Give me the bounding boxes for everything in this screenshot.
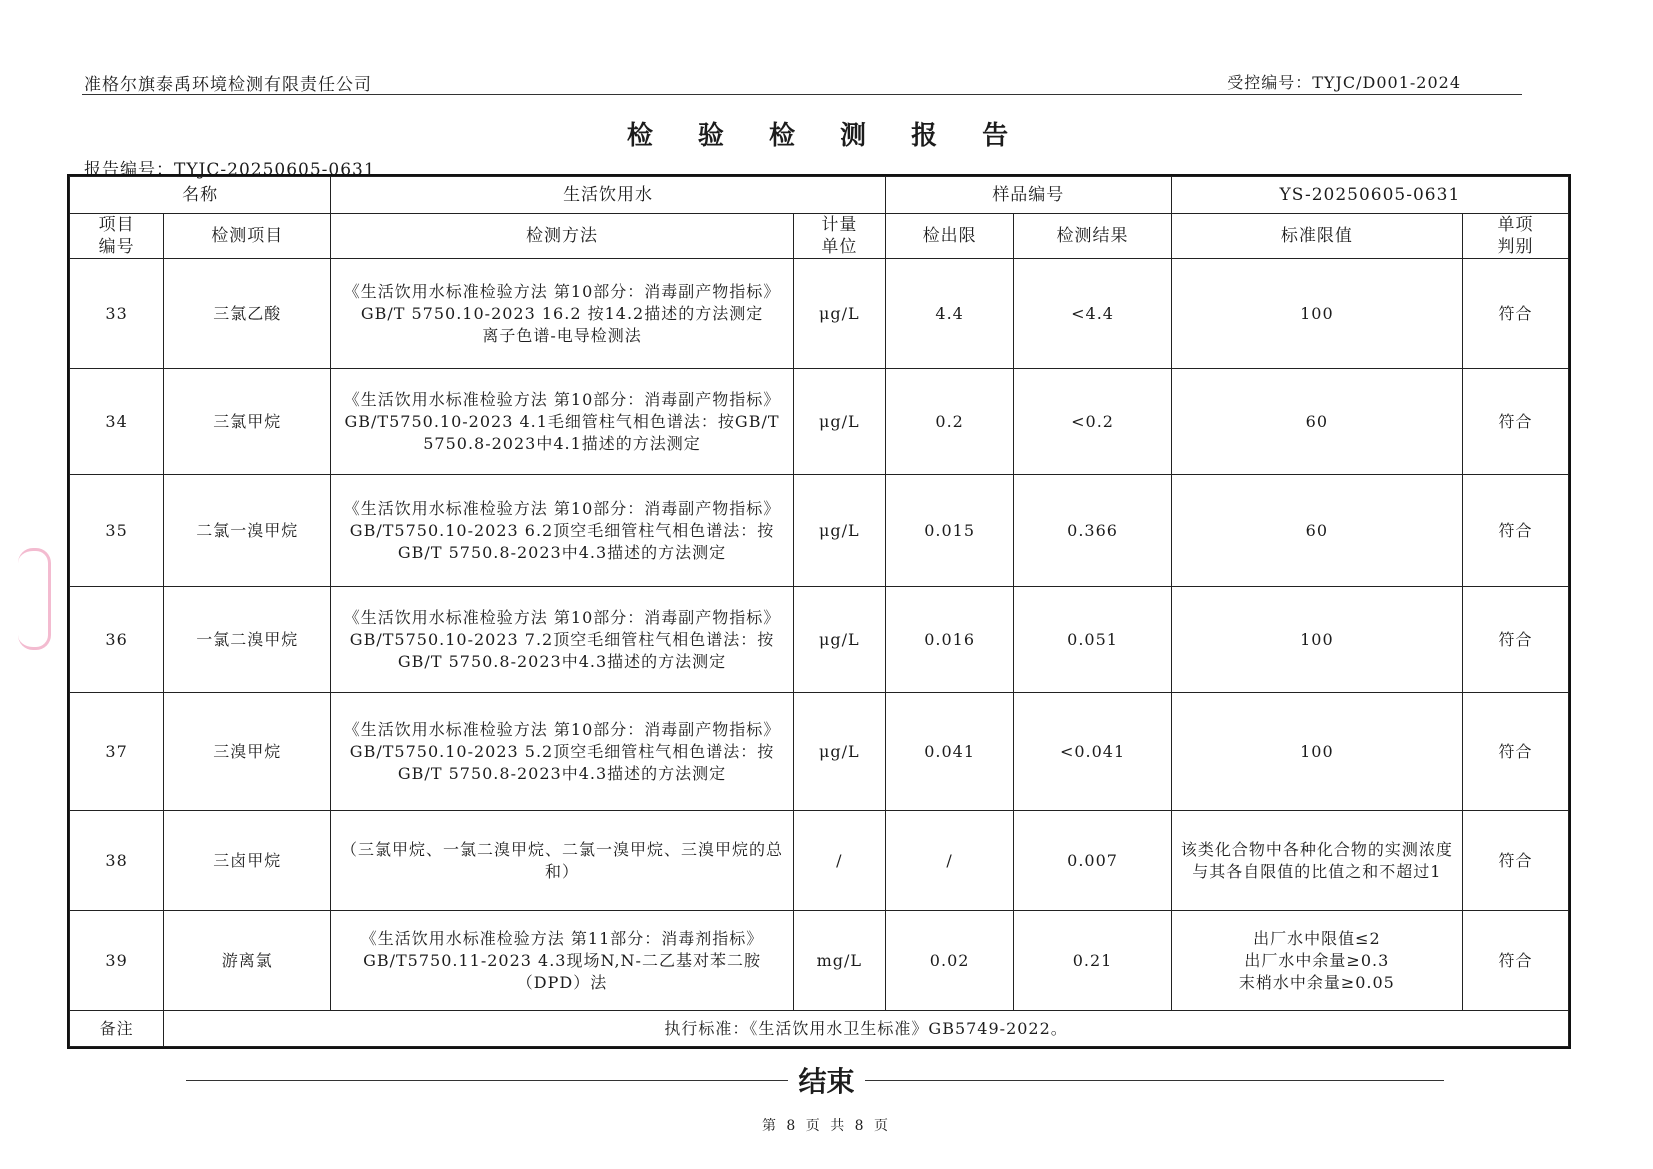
row-item: 三卤甲烷 (164, 811, 331, 911)
row-limit: 0.02 (885, 911, 1013, 1011)
report-title: 检 验 检 测 报 告 (626, 121, 1027, 151)
row-standard: 该类化合物中各种化合物的实测浓度与其各自限值的比值之和不超过1 (1171, 811, 1462, 911)
table-row (70, 693, 1569, 811)
row-result: 0.007 (1014, 811, 1171, 911)
row-result: 0.051 (1014, 587, 1171, 693)
page-number: 第 8 页 共 8 页 (761, 1118, 892, 1134)
row-method: 《生活饮用水标准检验方法 第10部分：消毒副产物指标》GB/T5750.10-2023 4.1毛细管柱气相色谱法：按GB/T 5750.8-2023中4.1描述的方法测定 (331, 369, 794, 475)
row-judge: 符合 (1462, 475, 1568, 587)
row-no: 34 (70, 369, 164, 475)
table-row (70, 587, 1569, 693)
meta-row (70, 177, 1569, 214)
row-method: 《生活饮用水标准检验方法 第10部分：消毒副产物指标》GB/T5750.10-2023 7.2顶空毛细管柱气相色谱法：按GB/T 5750.8-2023中4.3描述的方法测定 (331, 587, 794, 693)
row-method: 《生活饮用水标准检验方法 第10部分：消毒副产物指标》GB/T5750.10-2023 5.2顶空毛细管柱气相色谱法：按GB/T 5750.8-2023中4.3描述的方法测定 (331, 693, 794, 811)
row-unit: mg/L (793, 911, 885, 1011)
row-limit: 0.016 (885, 587, 1013, 693)
row-method: 《生活饮用水标准检验方法 第10部分：消毒副产物指标》GB/T5750.10-2023 6.2顶空毛细管柱气相色谱法：按GB/T 5750.8-2023中4.3描述的方法测定 (331, 475, 794, 587)
company-name: 准格尔旗泰禹环境检测有限责任公司 (84, 75, 372, 95)
row-item: 三氯甲烷 (164, 369, 331, 475)
col-item: 检测项目 (164, 214, 331, 259)
row-standard: 出厂水中限值≤2 出厂水中余量≥0.3 末梢水中余量≥0.05 (1171, 911, 1462, 1011)
sample-value: YS-20250605-0631 (1171, 177, 1568, 214)
column-header-row (70, 214, 1569, 259)
row-limit: 0.015 (885, 475, 1013, 587)
row-standard: 100 (1171, 587, 1462, 693)
row-judge: 符合 (1462, 587, 1568, 693)
end-marker (0, 1060, 1653, 1100)
row-judge: 符合 (1462, 259, 1568, 369)
row-unit: μg/L (793, 369, 885, 475)
control-number: 受控编号：TYJC/D001-2024 (1227, 73, 1461, 92)
row-standard: 100 (1171, 259, 1462, 369)
table-row (70, 811, 1569, 911)
row-no: 37 (70, 693, 164, 811)
row-standard: 100 (1171, 693, 1462, 811)
header-divider (82, 94, 1522, 95)
end-text: 结束 (788, 1065, 864, 1098)
row-no: 35 (70, 475, 164, 587)
col-judge: 单项 判别 (1462, 214, 1568, 259)
row-method: 《生活饮用水标准检验方法 第11部分：消毒剂指标》GB/T5750.11-2023 4.3现场N,N-二乙基对苯二胺（DPD）法 (331, 911, 794, 1011)
row-result: <4.4 (1014, 259, 1171, 369)
col-result: 检测结果 (1014, 214, 1171, 259)
row-item: 三氯乙酸 (164, 259, 331, 369)
table-row (70, 259, 1569, 369)
row-judge: 符合 (1462, 811, 1568, 911)
row-limit: 0.2 (885, 369, 1013, 475)
row-judge: 符合 (1462, 369, 1568, 475)
col-item-no: 项目 编号 (70, 214, 164, 259)
name-label: 名称 (70, 177, 331, 214)
row-result: <0.041 (1014, 693, 1171, 811)
table-row (70, 911, 1569, 1011)
results-table (69, 176, 1569, 1047)
row-item: 二氯一溴甲烷 (164, 475, 331, 587)
remark-label: 备注 (70, 1011, 164, 1047)
remark-row (70, 1011, 1569, 1047)
col-method: 检测方法 (331, 214, 794, 259)
row-no: 39 (70, 911, 164, 1011)
row-no: 33 (70, 259, 164, 369)
row-unit: μg/L (793, 259, 885, 369)
row-unit: μg/L (793, 693, 885, 811)
row-method: （三氯甲烷、一氯二溴甲烷、二氯一溴甲烷、三溴甲烷的总和） (331, 811, 794, 911)
row-result: 0.366 (1014, 475, 1171, 587)
row-judge: 符合 (1462, 693, 1568, 811)
row-result: 0.21 (1014, 911, 1171, 1011)
name-value: 生活饮用水 (331, 177, 886, 214)
row-unit: / (793, 811, 885, 911)
row-item: 三溴甲烷 (164, 693, 331, 811)
row-limit: / (885, 811, 1013, 911)
remark-text: 执行标准：《生活饮用水卫生标准》GB5749-2022。 (164, 1011, 1569, 1047)
col-standard: 标准限值 (1171, 214, 1462, 259)
col-limit: 检出限 (885, 214, 1013, 259)
row-item: 一氯二溴甲烷 (164, 587, 331, 693)
row-no: 38 (70, 811, 164, 911)
report-number: 报告编号：TYJC-20250605-0631 (84, 160, 376, 180)
row-limit: 0.041 (885, 693, 1013, 811)
sample-label: 样品编号 (885, 177, 1171, 214)
row-judge: 符合 (1462, 911, 1568, 1011)
row-item: 游离氯 (164, 911, 331, 1011)
table-row (70, 369, 1569, 475)
table-row (70, 475, 1569, 587)
row-standard: 60 (1171, 475, 1462, 587)
row-standard: 60 (1171, 369, 1462, 475)
col-unit: 计量 单位 (793, 214, 885, 259)
red-stamp (18, 548, 51, 650)
row-unit: μg/L (793, 587, 885, 693)
row-method: 《生活饮用水标准检验方法 第10部分：消毒副产物指标》GB/T 5750.10-2023 16.2 按14.2描述的方法测定 离子色谱-电导检测法 (331, 259, 794, 369)
row-result: <0.2 (1014, 369, 1171, 475)
row-limit: 4.4 (885, 259, 1013, 369)
row-no: 36 (70, 587, 164, 693)
row-unit: μg/L (793, 475, 885, 587)
